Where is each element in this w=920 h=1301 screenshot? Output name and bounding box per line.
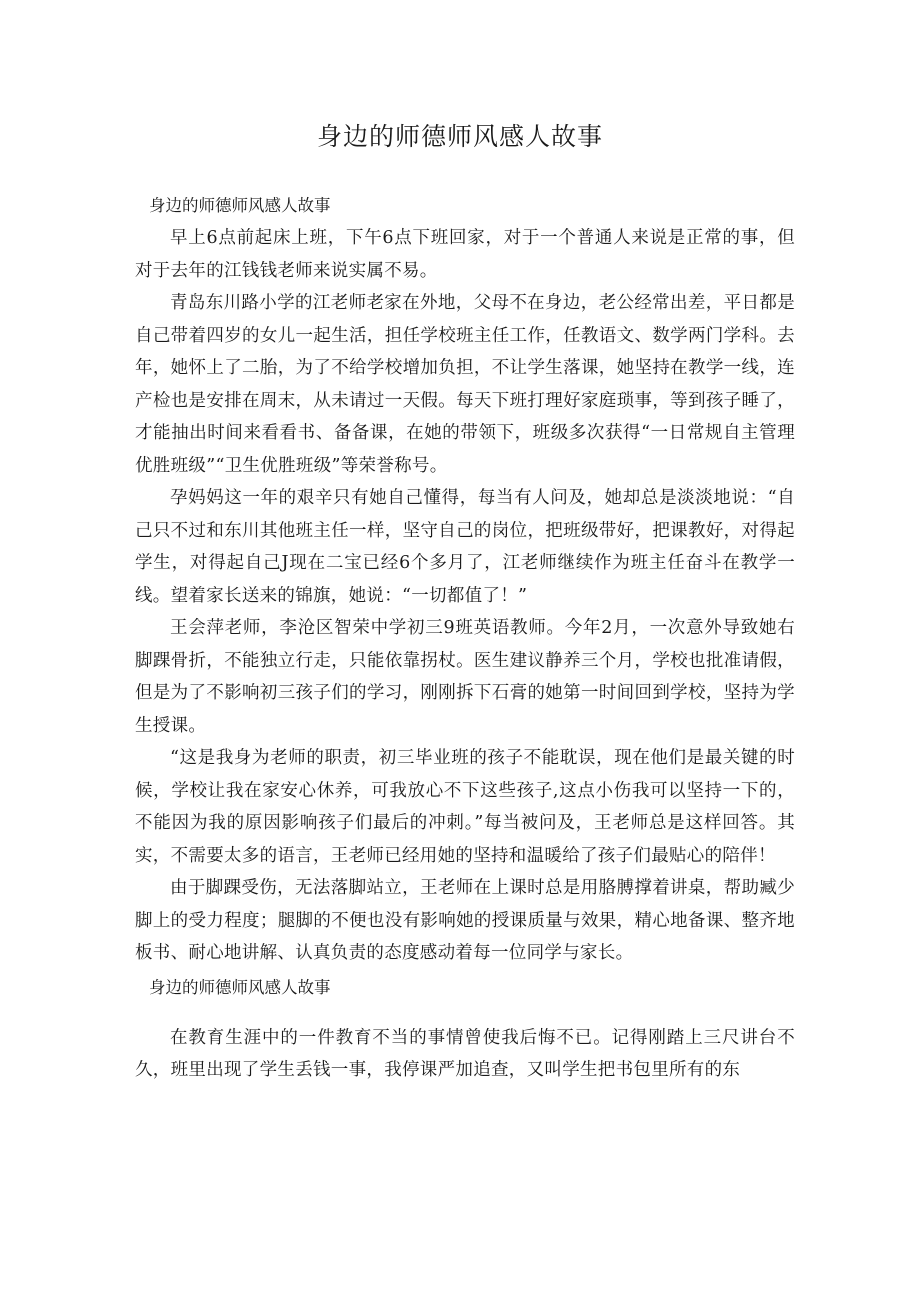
- paragraph: 早上6点前起床上班，下午6点下班回家，对于一个普通人来说是正常的事，但对于去年的江钱钱老师来说实属不易。: [135, 228, 795, 281]
- paragraph: 孕妈妈这一年的艰辛只有她自己懂得，每当有人问及，她却总是淡淡地说：“自己只不过和东川其他班主任一样，坚守自己的岗位，把班级带好，把课教好，对得起学生，对得起自己J现在二宝已经6个多月了，江老师继续作为班主任奋斗在教学一线。望着家长送来的锦旗，她说：“一切都值了！”: [135, 488, 795, 606]
- document-body: [135, 190, 795, 1087]
- paragraph: 王会萍老师，李沧区智荣中学初三9班英语教师。今年2月，一次意外导致她右脚踝骨折，不能独立行走，只能依靠拐杖。医生建议静养三个月，学校也批准请假，但是为了不影响初三孩子们的学习，刚刚拆下石膏的她第一时间回到学校，坚持为学生授课。: [135, 618, 795, 736]
- section-heading: 身边的师德师风感人故事: [149, 196, 331, 215]
- paragraph: 青岛东川路小学的江老师老家在外地，父母不在身边，老公经常出差，平日都是自己带着四岁的女儿一起生活，担任学校班主任工作，任教语文、数学两门学科。去年，她怀上了二胎，为了不给学校增加负担，不让学生落课，她坚持在教学一线，连产检也是安排在周末，从未请过一天假。每天下班打理好家庭琐事，等到孩子睡了，才能抽出时间来看看书、备备课，在她的带领下，班级多次获得“一日常规自主管理优胜班级”“卫生优胜班级”等荣誉称号。: [135, 293, 795, 476]
- paragraph: “这是我身为老师的职责，初三毕业班的孩子不能耽误，现在他们是最关键的时候，学校让我在家安心休养，可我放心不下这些孩子,这点小伤我可以坚持一下的，不能因为我的原因影响孩子们最后的冲刺。”每当被问及，王老师总是这样回答。其实，不需要太多的语言，王老师已经用她的坚持和温暖给了孩子们最贴心的陪伴！: [135, 748, 795, 866]
- paragraph: 在教育生涯中的一件教育不当的事情曾使我后悔不已。记得刚踏上三尺讲台不久，班里出现了学生丢钱一事，我停课严加追查，又叫学生把书包里所有的东: [135, 1027, 795, 1080]
- spacer: [135, 1004, 795, 1022]
- paragraph: 由于脚踝受伤，无法落脚站立，王老师在上课时总是用胳膊撑着讲桌，帮助臧少脚上的受力程度；腿脚的不便也没有影响她的授课质量与效果，精心地备课、整齐地板书、耐心地讲解、认真负责的态度感动着每一位同学与家长。: [135, 878, 795, 963]
- document-title: 身边的师德师风感人故事: [316, 122, 603, 151]
- section-heading: 身边的师德师风感人故事: [149, 977, 331, 997]
